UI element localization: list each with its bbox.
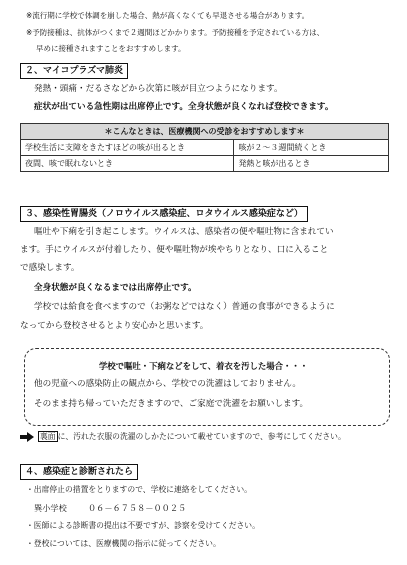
section3-para2-line1: 学校では給食を食べますので（お粥などではなく）普通の食事ができるように [34,302,335,312]
section2-line1: 発熱・頭痛・だるさなどから次第に咳が目立つようになります。 [34,84,283,94]
note-epidemic: ※流行期に学校で体調を崩した場合、熱が高くなくても早退させる場合があります。 [26,11,310,20]
consultation-table [20,123,389,172]
note-vaccine-cont: 早めに接種されますことをおすすめします。 [36,44,186,53]
table-cell: 学校生活に支障をきたすほどの咳が出るとき [21,140,234,156]
laundry-notice-line2: そのまま持ち帰っていただきますので、ご家庭で洗濯をお願いします。 [34,399,309,409]
table-row [21,140,389,156]
section2-heading: ２、マイコプラズマ肺炎 [20,63,128,79]
section3-para1-line1: 嘔吐や下痢を引き起こします。ウイルスは、感染者の便や嘔吐物に含まれてい [34,227,334,237]
section2-line2: 症状が出ている急性期は出席停止です。全身状態が良くなれば登校できます。 [34,102,334,112]
note-vaccine: ※予防接種は、抗体がつくまで２週間ほどかかります。予防接種を予定されている方は、 [26,28,325,37]
school-phone: ０６－６７５８－００２５ [87,503,187,513]
table-cell: 夜間、咳で眠れないとき [21,156,234,172]
table-cell: 咳が２～３週間続くとき [234,140,389,156]
section3-heading: ３、感染性胃腸炎（ノロウイルス感染症、ロタウイルス感染症など） [20,206,308,222]
section3-bold-line: 全身状態が良くなるまでは出席停止です。 [34,283,197,293]
section3-para2-line2: なってから登校させるとより安心かと思います。 [20,321,209,331]
section4-item2: ・医師による診断書の提出は不要ですが、診察を受けてください。 [26,521,260,530]
boxed-word: 裏面 [40,432,56,441]
section3-para1-line3: で感染します。 [20,263,80,273]
school-contact [34,502,186,514]
reference-text: に、汚れた衣服の洗濯のしかたについて載せていますので、参考にしてください。 [57,432,346,441]
table-cell: 発熱と咳が出るとき [234,156,389,172]
section4-item1: ・出席停止の措置をとりますので、学校に連絡をしてください。 [26,485,252,494]
laundry-notice-title: 学校で嘔吐・下痢などをして、着衣を汚した場合・・・ [98,361,309,371]
school-name: 巽小学校 [34,503,67,513]
reference-line [38,431,346,443]
section4-heading: ４、感染症と診断されたら [20,464,138,480]
laundry-notice-line1: 他の児童への感染防止の観点から、学校での洗濯はしておりません。 [34,379,301,389]
table-row [21,156,389,172]
section3-para1-line2: ます。手にウイルスが付着したり、便や嘔吐物が埃やちりとなり、口に入ること [20,245,329,255]
table-header: ＊こんなときは、医療機関への受診をおすすめします＊ [21,124,389,140]
arrow-right-icon [20,432,34,442]
section4-item3: ・登校については、医療機関の指示に従ってください。 [26,539,221,548]
